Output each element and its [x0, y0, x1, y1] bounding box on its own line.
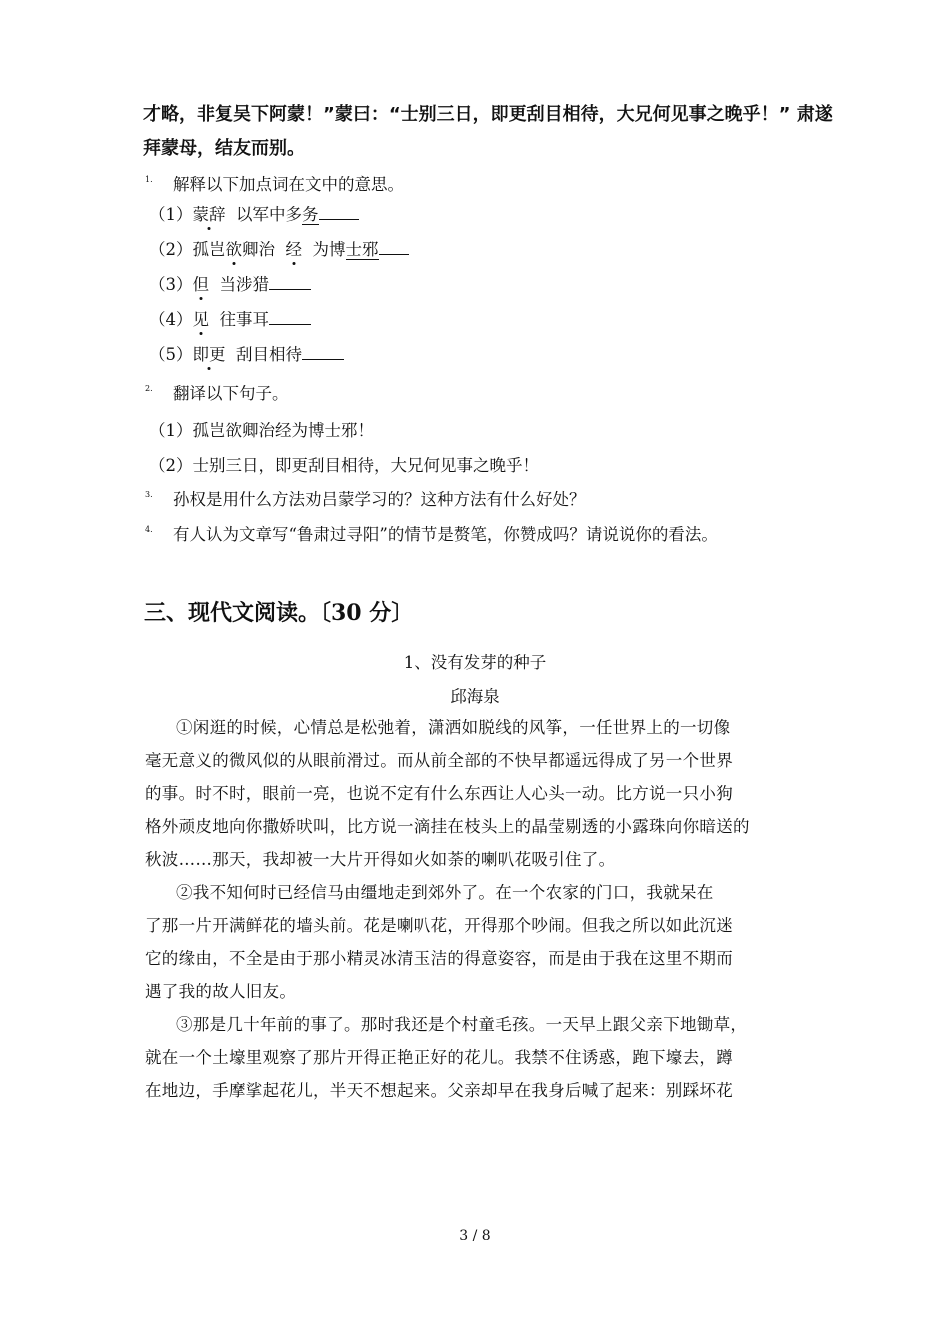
question-number: 2. [145, 384, 153, 393]
article-line: ②我不知何时已经信马由缰地走到郊外了。在一个农家的门口，我就呆在 [176, 883, 714, 902]
sub-word: 蒙辞 [192, 205, 226, 224]
answer-blank[interactable] [302, 341, 344, 360]
question-4 [145, 522, 718, 548]
article-title: 1、没有发芽的种子 [403, 653, 547, 672]
answer-blank[interactable] [269, 271, 311, 290]
sub-text: 往事耳 [219, 310, 269, 329]
article-line: 它的缘由，不全是由于那小精灵冰清玉洁的得意姿容，而是由于我在这里不期而 [145, 949, 733, 968]
sub-prefix: （5） [149, 345, 193, 364]
article-line: 遇了我的故人旧友。 [145, 982, 297, 1001]
sub-text: 为博 [312, 240, 346, 259]
sub-text: 当涉猎 [219, 275, 269, 294]
sub-prefix: （1） [149, 205, 193, 224]
sub-text: 刮目相待 [236, 345, 302, 364]
article-line: 毫无意义的微风似的从眼前滑过。而从前全部的不快早都遥远得成了另一个世界 [145, 751, 733, 770]
article-line: 了那一片开满鲜花的墙头前。花是喇叭花，开得那个吵闹。但我之所以如此沉迷 [145, 916, 733, 935]
question-2 [145, 381, 289, 407]
sub-prefix: （2） [149, 240, 193, 259]
article-author: 邱海泉 [450, 687, 500, 706]
sub-question-2-2: （2）士别三日，即更刮目相待，大兄何见事之晚乎！ [149, 456, 539, 475]
article-line: 秋波……那天，我却被一大片开得如火如荼的喇叭花吸引住了。 [145, 850, 616, 869]
question-number: 1. [145, 175, 153, 184]
question-text: 有人认为文章写“鲁肃过寻阳”的情节是赘笔，你赞成吗？请说说你的看法。 [173, 525, 718, 544]
passage-line-2: 拜蒙母，结友而别。 [143, 138, 305, 159]
sub-prefix: （3） [149, 275, 193, 294]
sub-word: 经 [285, 240, 302, 259]
article-line: 的事。时不时，眼前一亮，也说不定有什么东西让人心头一动。比方说一只小狗 [145, 784, 733, 803]
passage-line-1: 才略，非复吴下阿蒙！”蒙曰：“士别三日，即更刮目相待，大兄何见事之晚乎！” 肃遂 [143, 104, 833, 125]
question-number: 3. [145, 490, 153, 499]
sub-underlined: 务 [302, 205, 319, 224]
question-3 [145, 487, 586, 513]
article-line: 在地边，手摩挲起花儿，半天不想起来。父亲却早在我身后喊了起来：别踩坏花 [145, 1081, 733, 1100]
question-number: 4. [145, 525, 153, 534]
sub-question-1-3 [149, 271, 311, 298]
question-text: 翻译以下句子。 [173, 384, 289, 403]
sub-question-1-5 [149, 341, 344, 368]
question-text: 孙权是用什么方法劝吕蒙学习的？这种方法有什么好处？ [173, 490, 586, 509]
article-line: ①闲逛的时候，心情总是松弛着，潇洒如脱线的风筝，一任世界上的一切像 [176, 718, 731, 737]
sub-underlined: 士邪 [345, 240, 379, 259]
sub-text: 以军中多 [236, 205, 302, 224]
article-line: 就在一个土壕里观察了那片开得正艳正好的花儿。我禁不住诱惑，跑下壕去，蹲 [145, 1048, 733, 1067]
page-number: 3 / 8 [459, 1228, 491, 1244]
section-title: 三、现代文阅读。〔30 分〕 [144, 600, 414, 626]
sub-word: 即更 [192, 345, 226, 364]
article-line: 格外顽皮地向你撒娇吠叫，比方说一滴挂在枝头上的晶莹剔透的小露珠向你暗送的 [145, 817, 750, 836]
question-text: 解释以下加点词在文中的意思。 [173, 175, 404, 194]
sub-word: 见 [192, 310, 209, 329]
article-line: ③那是几十年前的事了。那时我还是个村童毛孩。一天早上跟父亲下地锄草， [176, 1015, 748, 1034]
answer-blank[interactable] [379, 236, 409, 255]
question-1 [145, 172, 404, 198]
answer-blank[interactable] [319, 201, 359, 220]
sub-word: 但 [192, 275, 209, 294]
sub-question-1-2 [149, 236, 409, 263]
sub-question-1-4 [149, 306, 311, 333]
sub-prefix: （4） [149, 310, 193, 329]
sub-question-1-1 [149, 201, 359, 228]
sub-word: 孤岂欲卿治 [192, 240, 275, 259]
answer-blank[interactable] [269, 306, 311, 325]
sub-question-2-1: （1）孤岂欲卿治经为博士邪！ [149, 421, 374, 440]
